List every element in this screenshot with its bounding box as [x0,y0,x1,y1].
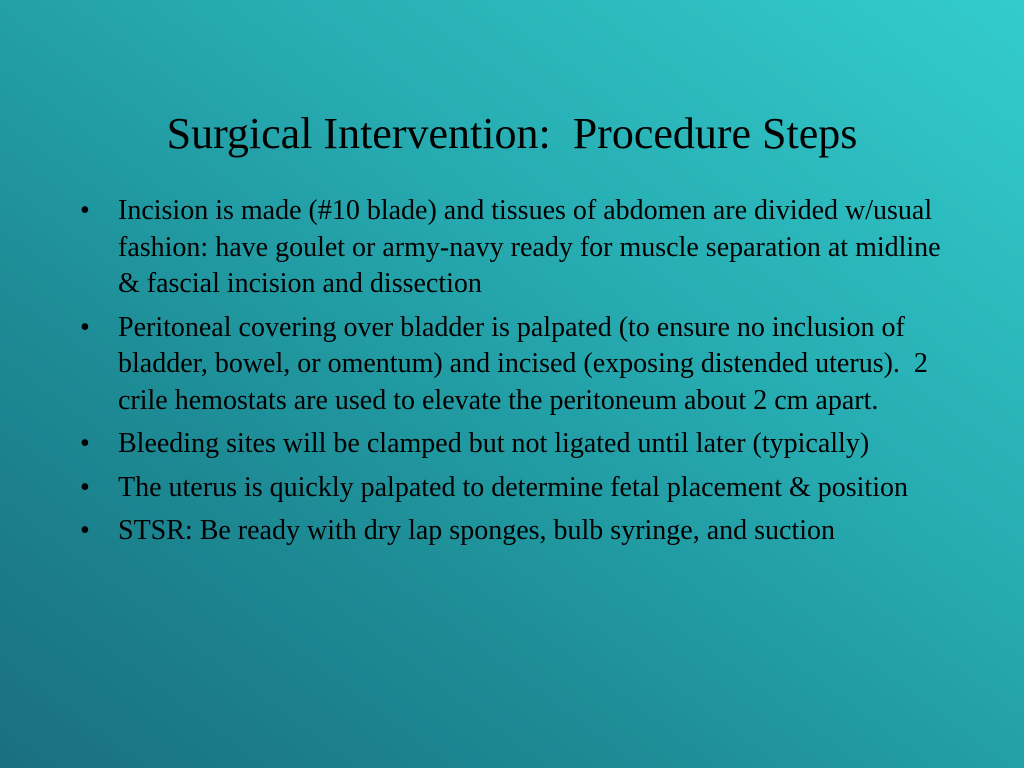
bullet-icon: • [80,311,90,343]
bullet-icon: • [80,515,90,546]
bullet-text: Incision is made (#10 blade) and tissues of abdomen are divided w/usual fashion: have goulet or army-navy ready for muscle separation at midline & fascial incision and dissection [118,195,941,299]
bullet-text: The uterus is quickly palpated to determine fetal placement & position [118,471,908,503]
bullet-text: STSR: Be ready with dry lap sponges, bulb syringe, and suction [118,515,836,546]
bullet-icon: • [80,195,90,226]
bullet-text: Bleeding sites will be clamped but not ligated until later (typically) [118,428,870,459]
bullet-item-4 [78,470,948,507]
bullet-icon: • [80,471,90,503]
bullet-item-2 [78,310,948,420]
bullet-item-5 [78,513,948,550]
bullet-item-3 [78,426,948,463]
bullet-icon: • [80,428,90,459]
slide-title: Surgical Intervention: Procedure Steps [166,109,858,158]
bullet-list [78,193,948,557]
bullet-text: Peritoneal covering over bladder is palpated (to ensure no inclusion of bladder, bowel, or omentum) and incised (exposing distended uterus). 2 crile hemostats are used to elevate the peritoneum about 2 cm apart. [118,311,935,416]
bullet-item-1 [78,193,948,303]
